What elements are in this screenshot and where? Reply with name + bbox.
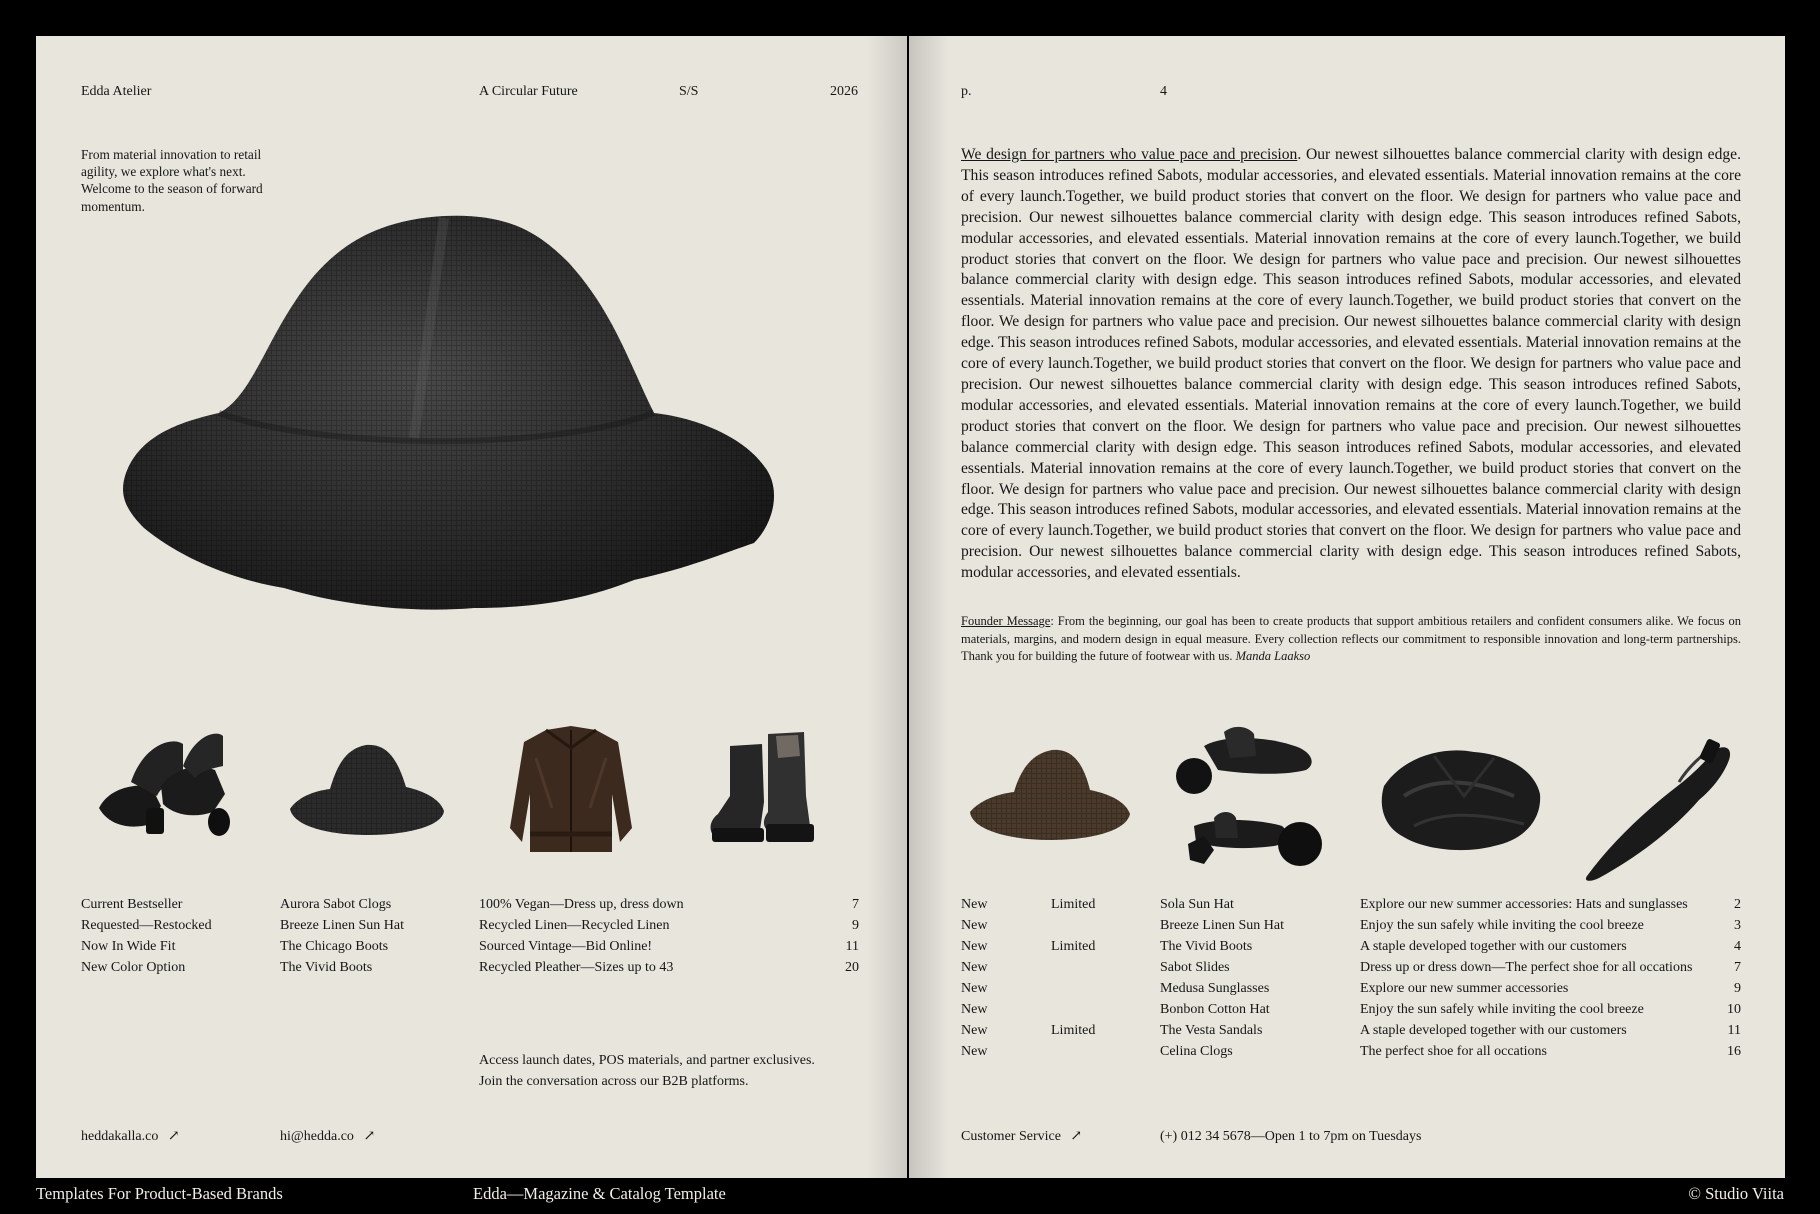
table-cell-page: 16	[1727, 1044, 1741, 1059]
feature-row	[479, 896, 859, 917]
table-cell-description: Dress up or dress down—The perfect shoe for all occations	[1360, 960, 1693, 975]
body-lead: We design for partners who value pace and precision	[961, 146, 1298, 163]
product-column	[280, 896, 470, 980]
hero-hat-image	[114, 208, 844, 678]
feature-page: 11	[845, 939, 859, 954]
table-cell-page: 9	[1734, 981, 1741, 996]
phone-hours: (+) 012 34 5678—Open 1 to 7pm on Tuesdays	[1160, 1129, 1422, 1144]
status-item: New Color Option	[81, 960, 186, 975]
intro-text: From material innovation to retail agility, we explore what's next. Welcome to the season of forward momentum.	[81, 147, 263, 214]
founder-label: Founder Message	[961, 614, 1051, 628]
table-cell-status: New	[961, 897, 988, 912]
arrow-up-right-icon: ↗	[167, 1129, 180, 1144]
page-label: p.	[961, 84, 972, 99]
feature-page: 7	[852, 897, 859, 912]
partner-note-line: Join the conversation across our B2B platforms.	[479, 1074, 749, 1089]
table-cell-description: A staple developed together with our customers	[1360, 1023, 1627, 1038]
table-cell-product: Celina Clogs	[1160, 1044, 1233, 1059]
thumb-sabot-clogs	[91, 726, 231, 846]
table-cell-page: 3	[1734, 918, 1741, 933]
table-row	[961, 959, 1741, 980]
right-page	[909, 36, 1785, 1178]
feature-row	[479, 938, 859, 959]
table-cell-description: Explore our new summer accessories: Hats and sunglasses	[1360, 897, 1688, 912]
year-label: 2026	[830, 84, 858, 99]
feature-page: 20	[845, 960, 859, 975]
feature-label: Recycled Pleather—Sizes up to 43	[479, 960, 674, 975]
table-row	[961, 938, 1741, 959]
feature-row	[479, 917, 859, 938]
status-item: Requested—Restocked	[81, 918, 212, 933]
table-cell-description: The perfect shoe for all occations	[1360, 1044, 1547, 1059]
table-cell-status: New	[961, 960, 988, 975]
feature-label: Sourced Vintage—Bid Online!	[479, 939, 653, 954]
founder-text: : From the beginning, our goal has been to create products that support ambitious retailers and confident consumers alike. We focus on materials, margins, and modern design in equal measure. Every collection reflects our commitment to responsible innovation and long-term partnerships. Thank you for building the future of footwear with us.	[961, 614, 1741, 663]
season-label: S/S	[679, 84, 699, 99]
status-column	[81, 896, 261, 980]
table-cell-status: New	[961, 981, 988, 996]
thumb-leather-jacket	[506, 718, 636, 858]
product-table	[961, 896, 1741, 1064]
table-cell-product: Medusa Sunglasses	[1160, 981, 1270, 996]
table-row	[961, 896, 1741, 917]
feature-row	[479, 959, 859, 980]
feature-page: 9	[852, 918, 859, 933]
thumb-platform-boots	[706, 726, 826, 856]
left-page	[36, 36, 907, 1178]
arrow-up-right-icon: ↗	[1070, 1129, 1083, 1144]
founder-signature: Manda Laakso	[1235, 649, 1311, 663]
table-cell-status: New	[961, 1044, 988, 1059]
table-row	[961, 980, 1741, 1001]
table-cell-page: 11	[1727, 1023, 1741, 1038]
product-item: The Chicago Boots	[280, 939, 389, 954]
table-cell-description: Enjoy the sun safely while inviting the cool breeze	[1360, 918, 1644, 933]
feature-label: 100% Vegan—Dress up, dress down	[479, 897, 684, 912]
table-cell-status: New	[961, 1002, 988, 1017]
email-link[interactable]	[280, 1128, 375, 1146]
customer-service-link[interactable]	[961, 1128, 1082, 1146]
table-row	[961, 1043, 1741, 1064]
table-cell-product: Sola Sun Hat	[1160, 897, 1234, 912]
product-item: The Vivid Boots	[280, 960, 373, 975]
brand-name: Edda Atelier	[81, 84, 152, 99]
email-label: hi@hedda.co	[280, 1129, 354, 1144]
feature-column	[479, 896, 859, 980]
thumb-pointed-mule	[1579, 736, 1739, 886]
body-copy	[961, 145, 1741, 584]
caption-right: © Studio Viita	[1688, 1184, 1784, 1203]
product-item: Breeze Linen Sun Hat	[280, 918, 405, 933]
table-cell-product: The Vivid Boots	[1160, 939, 1253, 954]
arrow-up-right-icon: ↗	[363, 1129, 376, 1144]
founder-message	[961, 613, 1741, 666]
thumb-brown-sun-hat	[964, 736, 1134, 851]
thumb-linen-sun-hat	[284, 731, 449, 846]
table-row	[961, 1001, 1741, 1022]
caption-center: Edda—Magazine & Catalog Template	[473, 1184, 726, 1203]
caption-left: Templates For Product-Based Brands	[36, 1184, 283, 1203]
status-item: Current Bestseller	[81, 897, 183, 912]
issue-title: A Circular Future	[479, 84, 578, 99]
table-cell-tag: Limited	[1051, 939, 1096, 954]
table-cell-product: The Vesta Sandals	[1160, 1023, 1263, 1038]
status-item: Now In Wide Fit	[81, 939, 176, 954]
table-cell-status: New	[961, 939, 988, 954]
customer-service-label: Customer Service	[961, 1129, 1061, 1144]
table-cell-description: A staple developed together with our customers	[1360, 939, 1627, 954]
table-cell-description: Enjoy the sun safely while inviting the cool breeze	[1360, 1002, 1644, 1017]
thumb-crumpled-jacket	[1374, 736, 1544, 861]
table-cell-page: 7	[1734, 960, 1741, 975]
website-link[interactable]	[81, 1128, 180, 1146]
table-cell-page: 4	[1734, 939, 1741, 954]
table-cell-page: 10	[1727, 1002, 1741, 1017]
table-cell-tag: Limited	[1051, 1023, 1096, 1038]
table-cell-product: Sabot Slides	[1160, 960, 1230, 975]
body-text: . Our newest silhouettes balance commercial clarity with design edge. This season introduces refined Sabots, modular accessories, and elevated essentials. Material innovation remains at the core of every launch.Together, we build product stories that convert on the floor. We design for partners who value pace and precision. Our newest silhouettes balance commercial clarity with design edge. This season introduces refined Sabots, modular accessories, and elevated essentials. Material innovation remains at the core of every launch.Together, we build product stories that convert on the floor. We design for partners who value pace and precision. Our newest silhouettes balance commercial clarity with design edge. This season introduces refined Sabots, modular accessories, and elevated essentials. Material innovation remains at the core of every launch.Together, we build product stories that convert on the floor. We design for partners who value pace and precision. Our newest silhouettes balance commercial clarity with design edge. This season introduces refined Sabots, modular accessories, and elevated essentials. Material innovation remains at the core of every launch.Together, we build product stories that convert on the floor. We design for partners who value pace and precision. Our newest silhouettes balance commercial clarity with design edge. This season introduces refined Sabots, modular accessories, and elevated essentials. Material innovation remains at the core of every launch.Together, we build product stories that convert on the floor. We design for partners who value pace and precision. Our newest silhouettes balance commercial clarity with design edge. This season introduces refined Sabots, modular accessories, and elevated essentials. Material innovation remains at the core of every launch.Together, we build product stories that convert on the floor. We design for partners who value pace and precision. Our newest silhouettes balance commercial clarity with design edge. This season introduces refined Sabots, modular accessories, and elevated essentials. Material innovation remains at the core of every launch.Together, we build product stories that convert on the floor. We design for partners who value pace and precision. Our newest silhouettes balance commercial clarity with design edge. This season introduces refined Sabots, modular accessories, and elevated essentials.	[961, 146, 1741, 582]
table-cell-page: 2	[1734, 897, 1741, 912]
feature-label: Recycled Linen—Recycled Linen	[479, 918, 670, 933]
table-row	[961, 1022, 1741, 1043]
partner-note-line: Access launch dates, POS materials, and partner exclusives.	[479, 1053, 815, 1068]
website-label: heddakalla.co	[81, 1129, 159, 1144]
table-cell-tag: Limited	[1051, 897, 1096, 912]
product-item: Aurora Sabot Clogs	[280, 897, 392, 912]
table-cell-status: New	[961, 1023, 988, 1038]
table-cell-description: Explore our new summer accessories	[1360, 981, 1569, 996]
bottom-caption-bar	[0, 1184, 1820, 1208]
table-cell-product: Bonbon Cotton Hat	[1160, 1002, 1270, 1017]
page-number: 4	[1160, 84, 1167, 99]
partner-note	[479, 1050, 879, 1092]
thumb-sabot-slides	[1174, 726, 1324, 886]
table-row	[961, 917, 1741, 938]
table-cell-status: New	[961, 918, 988, 933]
table-cell-product: Breeze Linen Sun Hat	[1160, 918, 1285, 933]
